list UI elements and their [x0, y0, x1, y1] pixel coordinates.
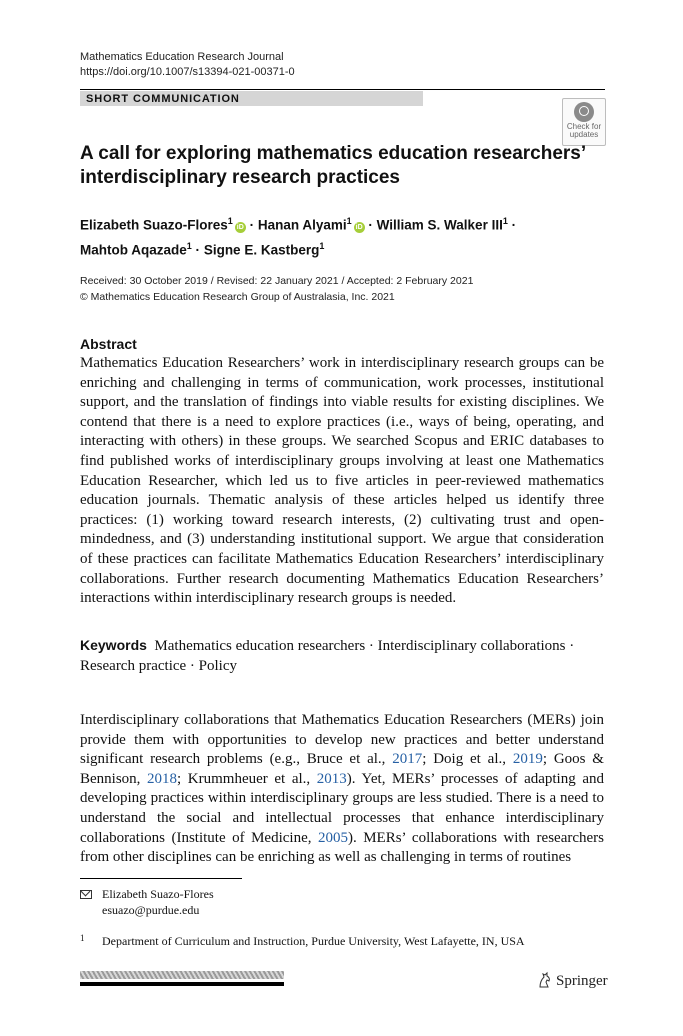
springer-horse-icon — [537, 971, 553, 989]
affiliation-number: 1 — [80, 933, 85, 943]
author-name[interactable]: Mahtob Aqazade — [80, 242, 187, 257]
abstract-text: Mathematics Education Researchers’ work in interdisciplinary research groups can be enriching and challenging in terms of communication, work processes, institutional support, and the translation of findings into viable results for existing disciplines. We contend that there is a need to explore practices (i.e., ways of being, operating, and interacting with others) in these groups. We searched Scopus and ERIC databases to find published works of interdisciplinary groups involving at least one Mathematics Education Researcher, which led us to five articles in peer-reviewed mathematics education journals. Thematic analysis of these articles helped us identify three practices: (1) working toward research interests, (2) cultivating trust and open-mindedness, and (3) understanding institutional support. We argue that consideration of these practices can facilitate Mathematics Education Researchers’ interdisciplinary collaborations. Further research documenting Mathematics Education Researchers’ interactions within interdisciplinary research groups is needed. — [80, 355, 604, 607]
citation-link[interactable]: 2005 — [317, 829, 348, 846]
journal-name: Mathematics Education Research Journal — [80, 51, 284, 63]
citation-link[interactable]: 2017 — [392, 751, 423, 768]
footnote-rule — [80, 878, 242, 879]
author-separator: · — [195, 242, 201, 257]
author-list — [80, 211, 600, 260]
author-affiliation: 1 — [227, 216, 233, 226]
article-type-label: SHORT COMMUNICATION — [86, 93, 240, 105]
title-line-1: A call for exploring mathematics education researchers’ — [80, 143, 587, 164]
copyright-line: © Mathematics Education Research Group of Australasia, Inc. 2021 — [80, 291, 395, 303]
author-affiliation: 1 — [186, 240, 192, 251]
publisher-name: Springer — [556, 973, 608, 989]
check-for-updates-button[interactable] — [562, 98, 606, 146]
keywords-text: Mathematics education researchers · Interdisciplinary collaborations · Research practice · Policy — [80, 638, 575, 674]
keywords-heading: Keywords — [80, 637, 147, 653]
citation-link[interactable]: 2018 — [147, 770, 178, 787]
check-updates-line2: updates — [569, 130, 599, 139]
check-updates-line1: Check for — [566, 122, 602, 131]
decorative-hatch-bar — [80, 971, 284, 979]
author-affiliation: 1 — [319, 240, 325, 251]
body-text-segment: ; Goos & Bennison, — [80, 751, 604, 787]
doi-link[interactable]: https://doi.org/10.1007/s13394-021-00371-0 — [80, 66, 295, 78]
keywords-block — [80, 635, 604, 676]
body-text-segment: Interdisciplinary collaborations that Mathematics Education Researchers (MERs) join provide them with opportunities to develop new practices and better understand significant research problems (e.g., Bruce et al., — [80, 712, 604, 768]
authors-line-1 — [80, 211, 600, 236]
corresponding-author-email[interactable]: esuazo@purdue.edu — [102, 903, 200, 917]
journal-header — [80, 50, 295, 80]
citation-link[interactable]: 2019 — [512, 751, 543, 768]
citation-link[interactable]: 2013 — [316, 770, 347, 787]
author-affiliation: 1 — [502, 216, 508, 226]
author-name[interactable]: Elizabeth Suazo-Flores — [80, 217, 228, 233]
decorative-black-bar — [80, 982, 284, 986]
body-text-segment: ). MERs’ collaborations with researchers from other disciplines can be enriching as well as challenging in terms of routines — [80, 829, 604, 866]
authors-line-2 — [80, 236, 600, 261]
body-paragraph — [80, 711, 604, 868]
orcid-icon[interactable]: iD — [236, 223, 244, 231]
envelope-icon — [80, 890, 92, 899]
abstract-heading: Abstract — [80, 336, 137, 352]
check-updates-icon — [574, 102, 594, 122]
body-text-segment: ; Krummheuer et al., — [177, 770, 317, 787]
author-name[interactable]: Hanan Alyami — [257, 217, 347, 233]
title-line-2: interdisciplinary research practices — [80, 167, 400, 188]
publication-dates — [80, 273, 600, 305]
author-affiliation: 1 — [346, 216, 352, 226]
body-text-segment: ; Doig et al., — [422, 751, 513, 768]
article-title — [80, 142, 600, 190]
corresponding-author-name: Elizabeth Suazo-Flores — [102, 887, 214, 901]
orcid-icon[interactable]: iD — [355, 223, 363, 231]
author-name[interactable]: William S. Walker III — [376, 217, 503, 233]
header-rule — [80, 89, 605, 90]
author-separator: · — [368, 217, 373, 233]
author-name[interactable]: Signe E. Kastberg — [203, 242, 320, 257]
author-separator: · — [249, 217, 255, 233]
affiliation-text: Department of Curriculum and Instruction, Purdue University, West Lafayette, IN, USA — [102, 934, 525, 948]
body-text-segment: ). Yet, MERs’ processes of adapting and developing practices within interdisciplinary groups are less studied. There is a need to understand the social and intellectual processes that enhance interdisciplinary collaborations (Institute of Medicine, — [80, 770, 604, 846]
history-dates: Received: 30 October 2019 / Revised: 22 January 2021 / Accepted: 2 February 2021 — [80, 275, 474, 287]
author-separator: · — [511, 217, 517, 233]
